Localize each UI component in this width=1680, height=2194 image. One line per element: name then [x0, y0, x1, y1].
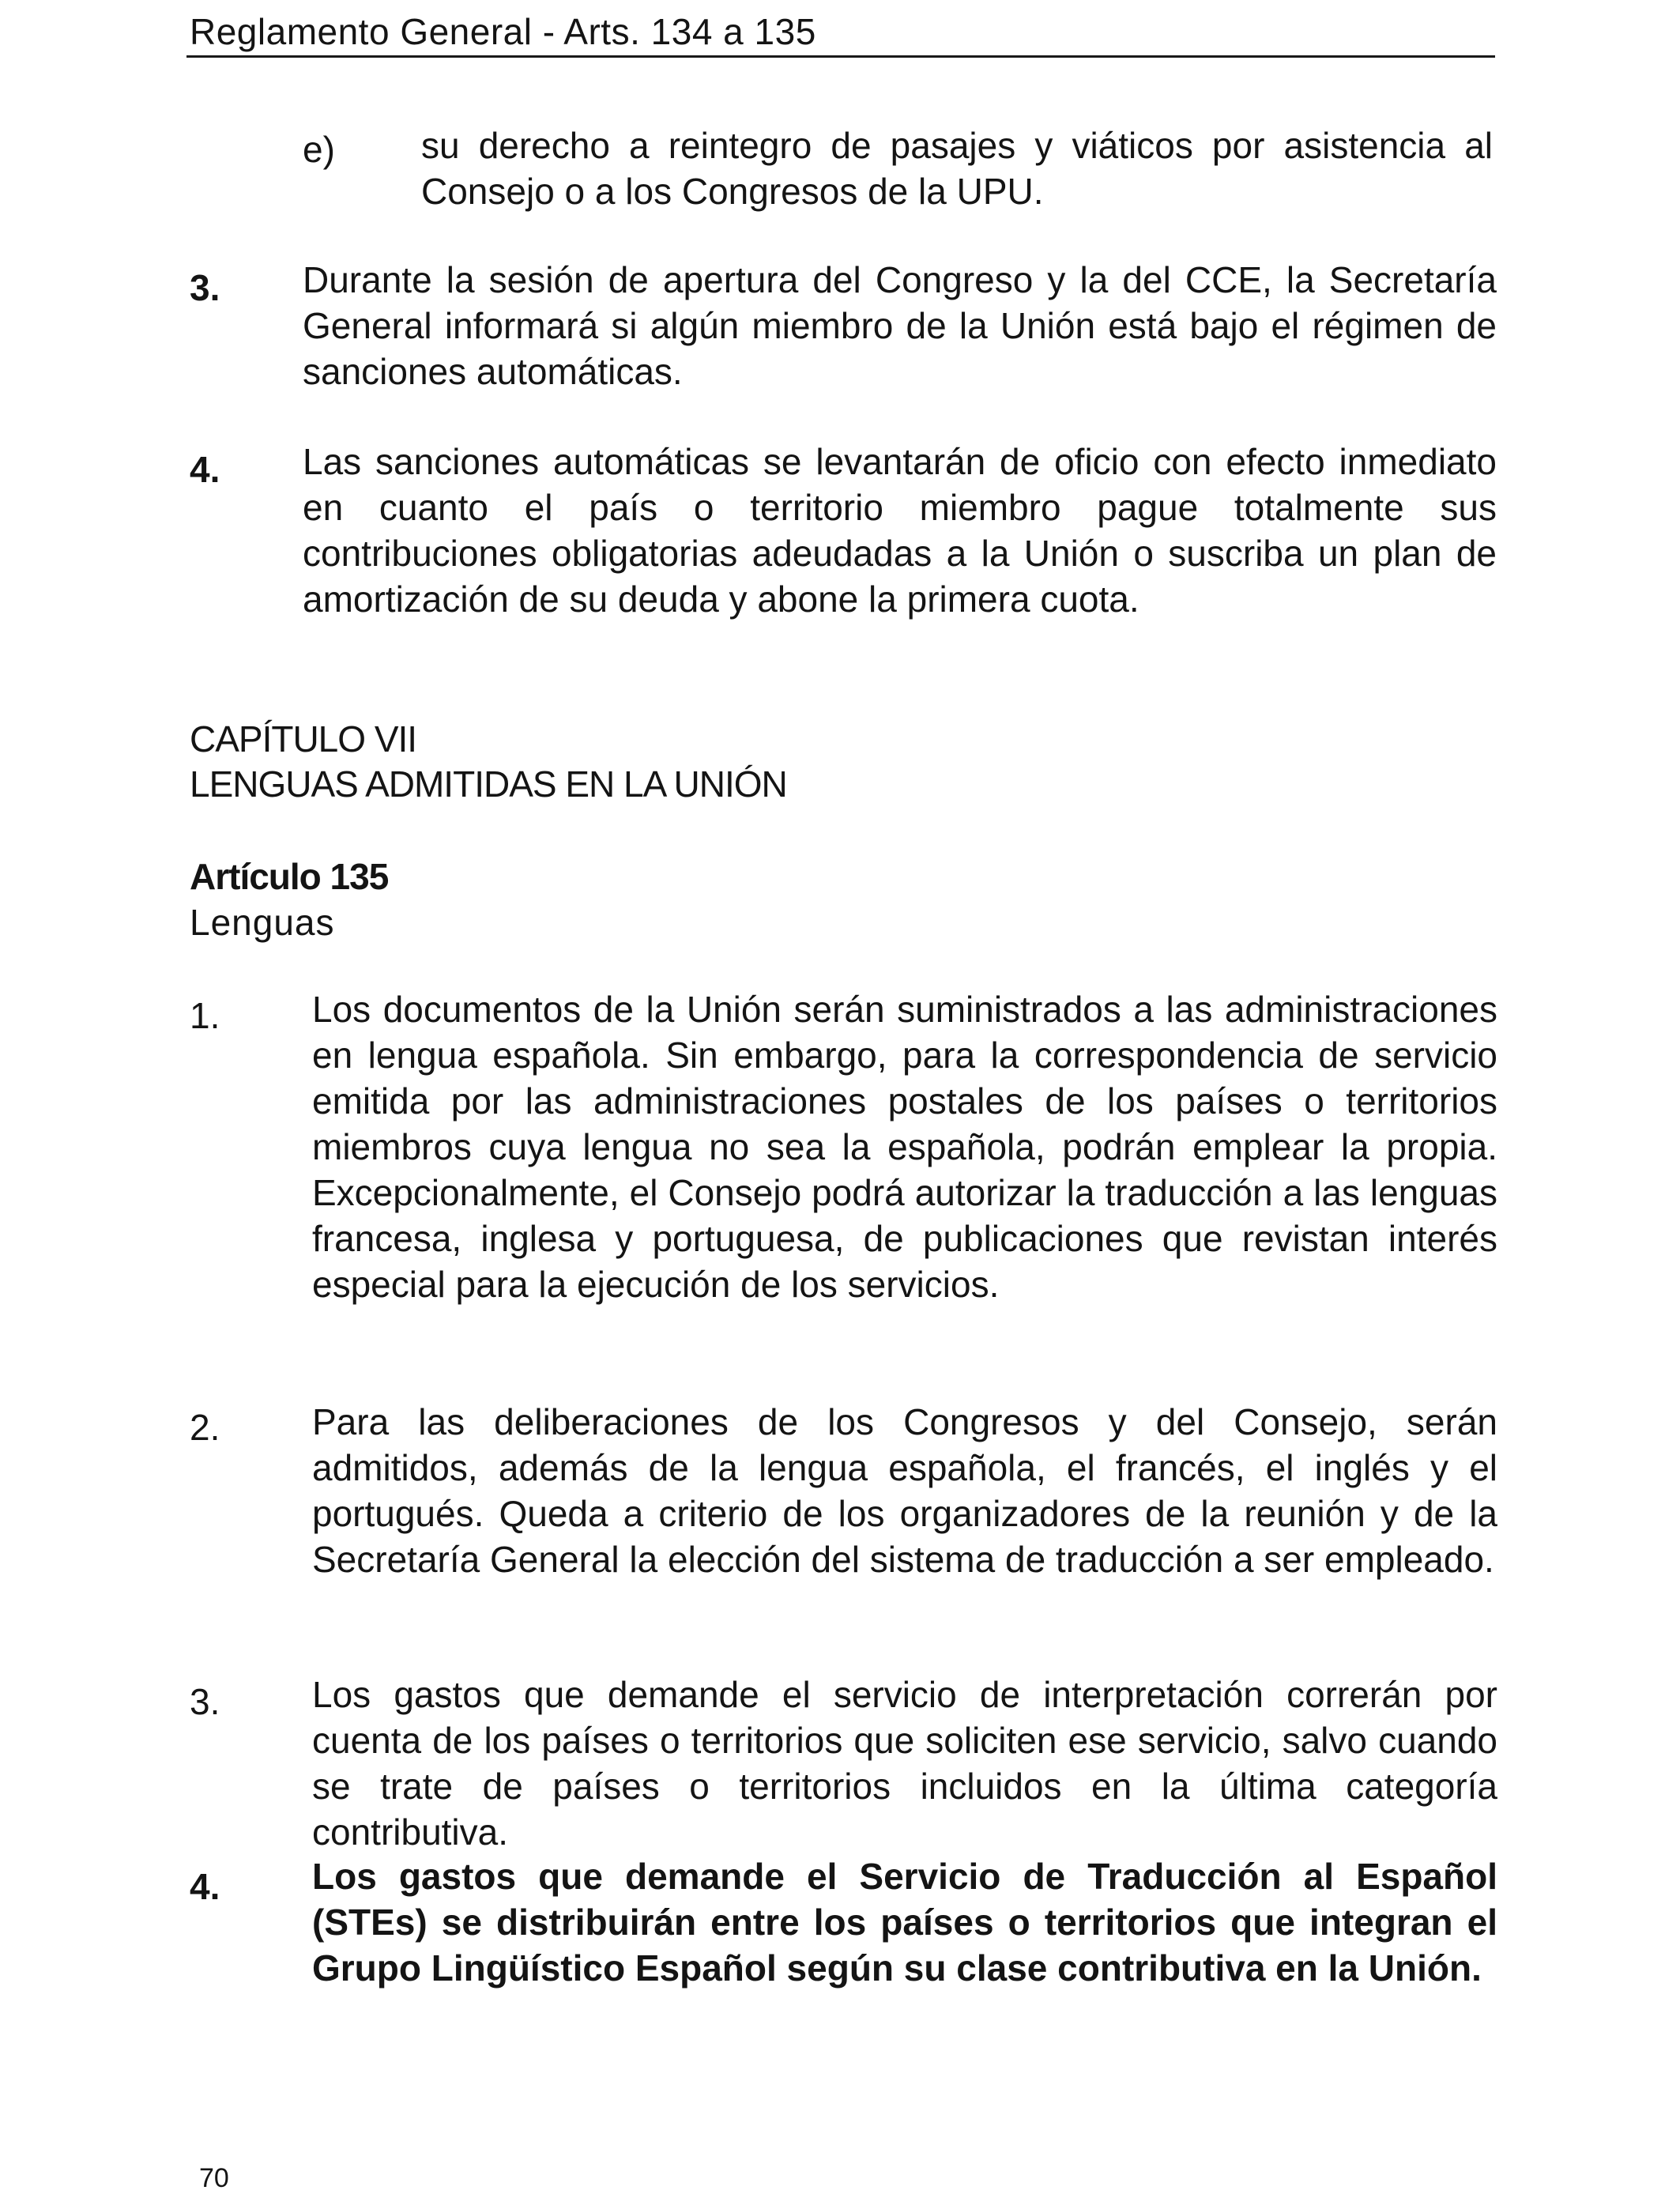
list-marker: 1.	[190, 995, 220, 1036]
article-number: Artículo 135	[190, 856, 389, 897]
list-item-text: Las sanciones automáticas se levantarán de oficio con efecto inmediato en cuanto el país o territorio miembro pague totalmente sus contribuciones obligatorias adeudadas a la Unión o suscriba un plan de amortización de su deuda y abone la primera cuota.	[303, 441, 1497, 620]
list-marker: e)	[303, 129, 335, 170]
header-rule	[186, 55, 1495, 58]
list-item-text: Los documentos de la Unión serán suministrados a las administraciones en lengua española. Sin embargo, para la correspondencia de servicio emitida por las administraciones postales de los países o territorios miembros cuya lengua no sea la española, podrán emplear la propia. Excepcionalmente, el Consejo podrá autorizar la traducción a las lenguas francesa, inglesa y portuguesa, de publicaciones que revistan interés especial para la ejecución de los servicios.	[312, 989, 1497, 1305]
list-item-text: Los gastos que demande el servicio de interpretación correrán por cuenta de los países o territorios que soliciten ese servicio, salvo cuando se trate de países o territorios incluidos en la última categoría contributiva.	[312, 1674, 1497, 1853]
chapter-label: CAPÍTULO VII	[190, 718, 417, 760]
list-marker: 4.	[190, 449, 220, 490]
chapter-title: LENGUAS ADMITIDAS EN LA UNIÓN	[190, 763, 787, 805]
list-item-text: su derecho a reintegro de pasajes y viáticos por asistencia al Consejo o a los Congresos de la UPU.	[421, 125, 1493, 212]
running-header: Reglamento General - Arts. 134 a 135	[190, 11, 816, 52]
page-number: 70	[199, 2163, 229, 2193]
list-marker: 2.	[190, 1407, 220, 1448]
list-item-text: Los gastos que demande el Servicio de Traducción al Español (STEs) se distribuirán entre los países o territorios que integran el Grupo Lingüístico Español según su clase contributiva en la Unión.	[312, 1856, 1497, 1989]
list-item-text: Durante la sesión de apertura del Congreso y la del CCE, la Secretaría General informará si algún miembro de la Unión está bajo el régimen de sanciones automáticas.	[303, 259, 1497, 392]
list-marker: 3.	[190, 1681, 220, 1722]
list-marker: 3.	[190, 267, 220, 308]
list-marker: 4.	[190, 1866, 220, 1907]
list-item-text: Para las deliberaciones de los Congresos y del Consejo, serán admitidos, además de la lengua española, el francés, el inglés y el portugués. Queda a criterio de los organizadores de la reunión y de la Secretaría General la elección del sistema de traducción a ser empleado.	[312, 1401, 1497, 1580]
article-subject: Lenguas	[190, 902, 335, 943]
